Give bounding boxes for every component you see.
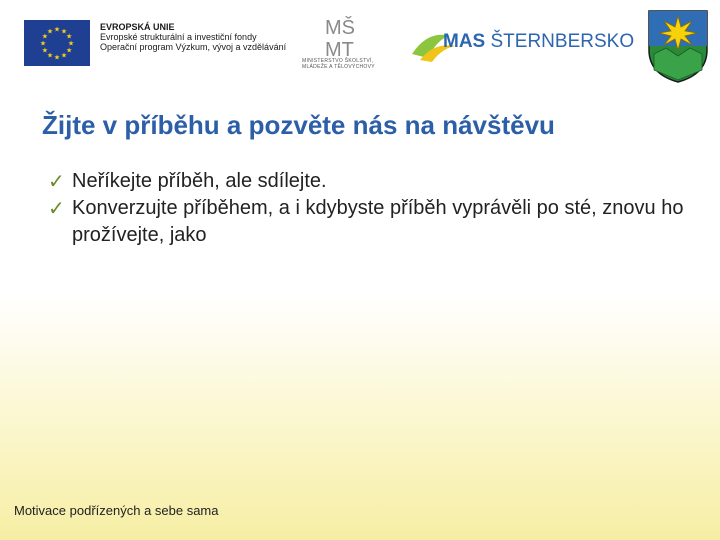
bullet-list [48,168,708,249]
msmt-line-1: MINISTERSTVO ŠKOLSTVÍ, [302,58,374,64]
svg-text:MT: MT [325,39,354,60]
eu-logo [24,14,289,72]
check-icon: ✓ [48,196,65,220]
eu-star-icon: ★ [41,33,49,41]
bullet-item [48,168,708,195]
slide-footer: Motivace podřízených a sebe sama [14,503,219,518]
check-icon: ✓ [48,169,65,193]
logo-bar [0,0,720,90]
bullet-item [48,195,708,249]
eu-flag-icon [24,20,90,66]
msmt-line-2: MLÁDEŽE A TĚLOVÝCHOVY [302,64,375,70]
slide-title: Žijte v příběhu a pozvěte nás na návštěvu [42,110,555,140]
eu-line-3: Operační program Výzkum, vývoj a vzdělávání [100,42,287,52]
bullet-text: Konverzujte příběhem, a i kdybyste příběh vyprávěli po sté, znovu ho prožívejte, jako [72,197,684,246]
eu-star-icon: ★ [46,52,54,60]
eu-line-1: EVROPSKÁ UNIE [100,22,175,32]
eu-star-icon: ★ [46,28,54,36]
msmt-logo [300,14,395,74]
mas-logo [410,18,635,66]
eu-line-2: Evropské strukturální a investiční fondy [100,32,257,42]
eu-star-icon: ★ [65,47,73,55]
svg-text:MŠ: MŠ [325,17,355,39]
eu-star-icon: ★ [60,52,68,60]
bullet-text: Neříkejte příběh, ale sdílejte. [72,170,327,192]
eu-star-icon: ★ [53,26,61,34]
eu-star-icon: ★ [67,40,75,48]
coat-of-arms-icon [646,8,710,84]
eu-star-icon: ★ [65,33,73,41]
eu-star-icon: ★ [39,40,47,48]
msmt-mark-icon [322,14,372,60]
eu-star-icon: ★ [53,54,61,62]
mas-rest-text: ŠTERNBERSKO [485,31,635,52]
mas-bold-text: MAS [443,31,486,52]
eu-star-icon: ★ [60,28,68,36]
eu-star-icon: ★ [41,47,49,55]
